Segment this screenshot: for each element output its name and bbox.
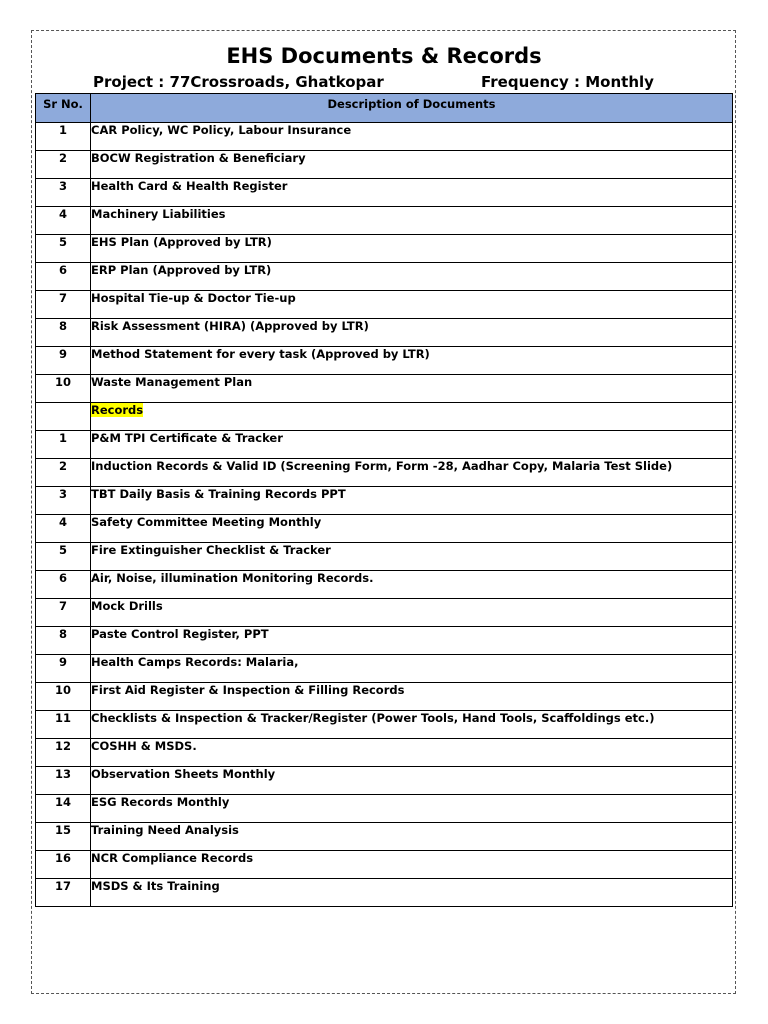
description-cell: Hospital Tie-up & Doctor Tie-up	[91, 291, 733, 319]
description-cell: Air, Noise, illumination Monitoring Records.	[91, 571, 733, 599]
table-row	[36, 319, 733, 347]
table-row	[36, 711, 733, 739]
description-cell: ESG Records Monthly	[91, 795, 733, 823]
sr-no-cell: 5	[36, 543, 91, 571]
sr-no-cell: 7	[36, 291, 91, 319]
table-row	[36, 459, 733, 487]
description-cell: CAR Policy, WC Policy, Labour Insurance	[91, 123, 733, 151]
table-row	[36, 151, 733, 179]
table-row	[36, 347, 733, 375]
table-row	[36, 515, 733, 543]
description-cell: Method Statement for every task (Approved by LTR)	[91, 347, 733, 375]
sr-no-cell: 3	[36, 487, 91, 515]
table-row	[36, 487, 733, 515]
project-label: Project : 77Crossroads, Ghatkopar	[93, 73, 384, 91]
description-cell: Risk Assessment (HIRA) (Approved by LTR)	[91, 319, 733, 347]
sr-no-cell: 9	[36, 347, 91, 375]
sr-no-cell: 6	[36, 263, 91, 291]
table-row	[36, 543, 733, 571]
description-cell: EHS Plan (Approved by LTR)	[91, 235, 733, 263]
records-heading: Records	[91, 403, 144, 417]
description-cell: Health Camps Records: Malaria,	[91, 655, 733, 683]
document-title: EHS Documents & Records	[226, 44, 542, 68]
description-cell: First Aid Register & Inspection & Filling Records	[91, 683, 733, 711]
sr-no-cell: 16	[36, 851, 91, 879]
sr-no-cell: 8	[36, 627, 91, 655]
table-row	[36, 123, 733, 151]
sr-no-cell: 1	[36, 123, 91, 151]
sr-no-cell: 12	[36, 739, 91, 767]
sr-no-cell: 8	[36, 319, 91, 347]
table-row	[36, 291, 733, 319]
table-row	[36, 823, 733, 851]
sr-no-cell: 2	[36, 459, 91, 487]
description-cell: Checklists & Inspection & Tracker/Register (Power Tools, Hand Tools, Scaffoldings etc.)	[91, 711, 733, 739]
description-cell: Observation Sheets Monthly	[91, 767, 733, 795]
table-row	[36, 739, 733, 767]
description-cell: Health Card & Health Register	[91, 179, 733, 207]
table-row	[36, 851, 733, 879]
description-cell: TBT Daily Basis & Training Records PPT	[91, 487, 733, 515]
table-header-row	[36, 94, 733, 123]
description-cell: Machinery Liabilities	[91, 207, 733, 235]
documents-table	[35, 93, 733, 907]
sr-no-cell: 3	[36, 179, 91, 207]
table-row	[36, 879, 733, 907]
sr-no-cell: 10	[36, 683, 91, 711]
sr-no-cell: 17	[36, 879, 91, 907]
description-cell: Mock Drills	[91, 599, 733, 627]
column-header-description: Description of Documents	[91, 94, 733, 123]
description-cell: COSHH & MSDS.	[91, 739, 733, 767]
sr-no-cell: 9	[36, 655, 91, 683]
sr-no-cell: 15	[36, 823, 91, 851]
table-row	[36, 627, 733, 655]
sr-no-cell: 1	[36, 431, 91, 459]
sr-no-cell: 4	[36, 515, 91, 543]
table-row	[36, 571, 733, 599]
description-cell: BOCW Registration & Beneficiary	[91, 151, 733, 179]
description-cell: Fire Extinguisher Checklist & Tracker	[91, 543, 733, 571]
sr-no-cell: 6	[36, 571, 91, 599]
column-header-sr-no: Sr No.	[36, 94, 91, 123]
table-row	[36, 767, 733, 795]
table-row	[36, 599, 733, 627]
description-cell: Paste Control Register, PPT	[91, 627, 733, 655]
records-heading-cell	[91, 403, 733, 431]
table-row	[36, 179, 733, 207]
description-cell: Safety Committee Meeting Monthly	[91, 515, 733, 543]
sr-no-cell: 10	[36, 375, 91, 403]
table-row	[36, 263, 733, 291]
description-cell: MSDS & Its Training	[91, 879, 733, 907]
table-row	[36, 235, 733, 263]
description-cell: NCR Compliance Records	[91, 851, 733, 879]
sr-no-cell: 14	[36, 795, 91, 823]
description-cell: ERP Plan (Approved by LTR)	[91, 263, 733, 291]
sr-no-cell: 13	[36, 767, 91, 795]
description-cell: Induction Records & Valid ID (Screening Form, Form -28, Aadhar Copy, Malaria Test Slide)	[91, 459, 733, 487]
sr-no-cell: 7	[36, 599, 91, 627]
table-row	[36, 207, 733, 235]
sr-no-cell: 2	[36, 151, 91, 179]
description-cell: Training Need Analysis	[91, 823, 733, 851]
description-cell: Waste Management Plan	[91, 375, 733, 403]
table-row	[36, 431, 733, 459]
records-heading-row	[36, 403, 733, 431]
table-row	[36, 683, 733, 711]
table-body	[36, 123, 733, 907]
table-row	[36, 375, 733, 403]
sr-no-cell: 5	[36, 235, 91, 263]
table-row	[36, 655, 733, 683]
sr-no-cell: 4	[36, 207, 91, 235]
sr-no-cell: 11	[36, 711, 91, 739]
frequency-label: Frequency : Monthly	[481, 73, 654, 91]
sr-no-cell	[36, 403, 91, 431]
description-cell: P&M TPI Certificate & Tracker	[91, 431, 733, 459]
table-row	[36, 795, 733, 823]
